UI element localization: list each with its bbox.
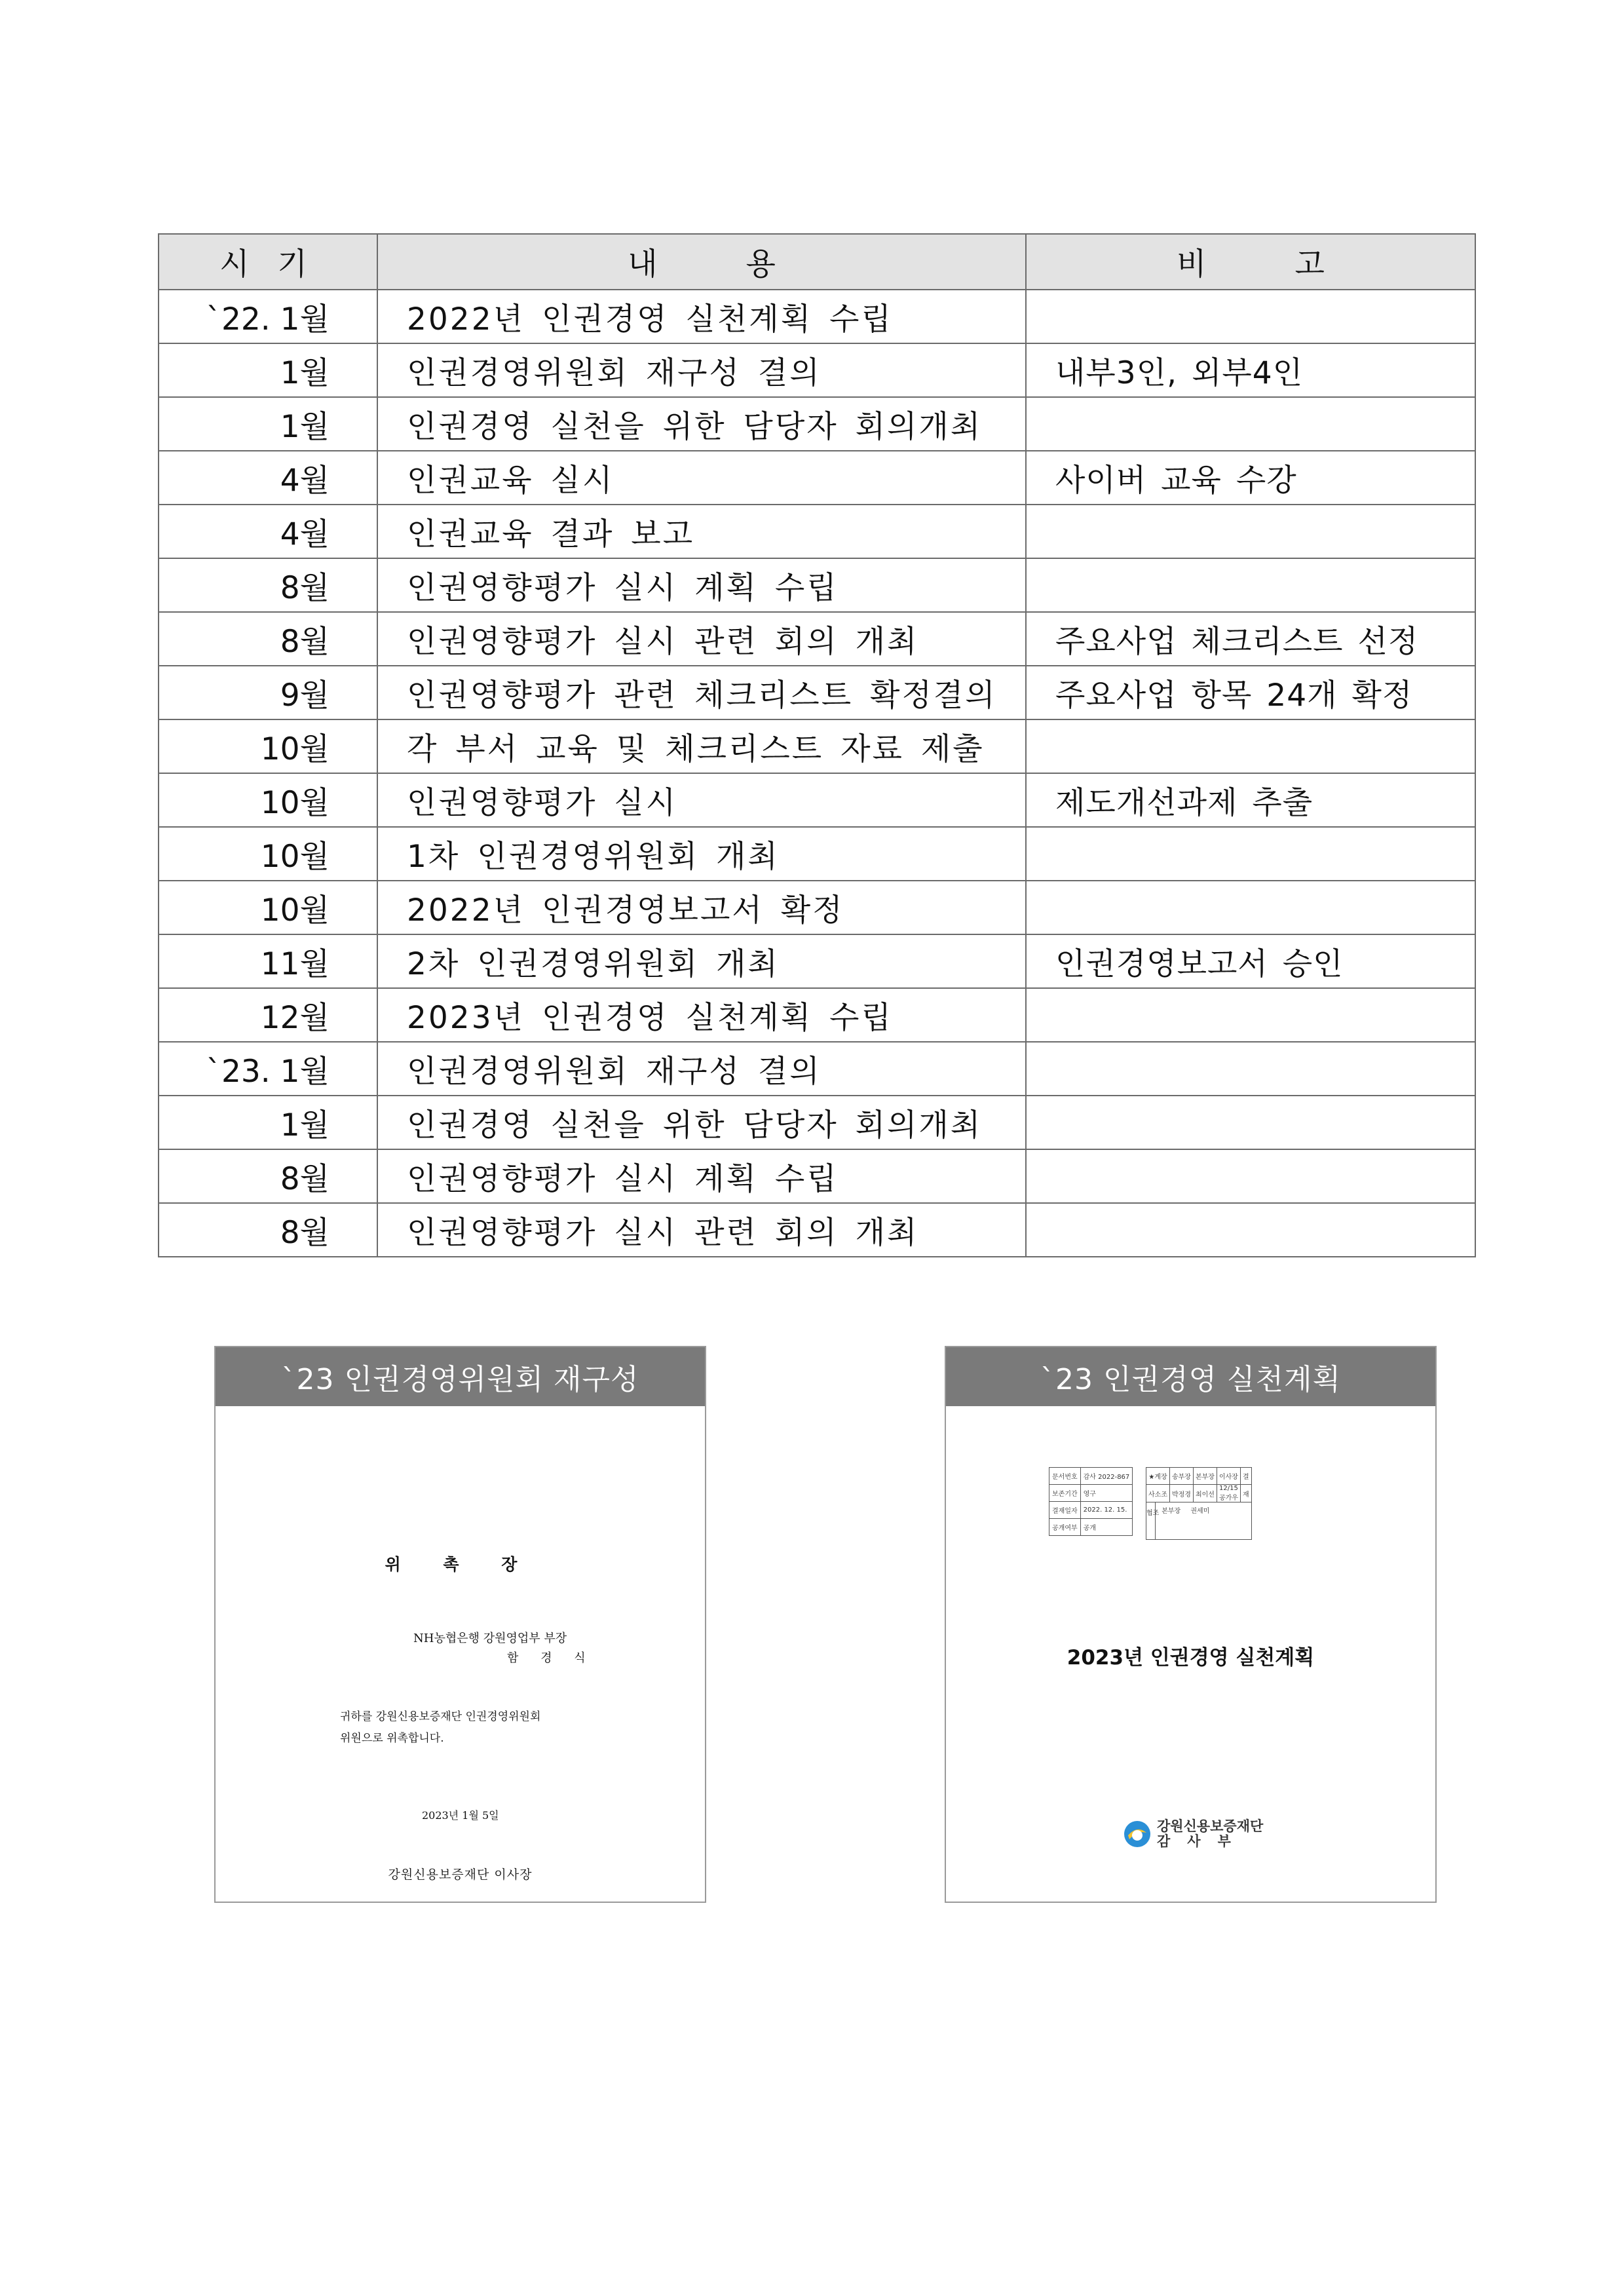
- schedule-table: [158, 233, 1476, 1257]
- plan-panel-title: `23 인권경영 실천계획: [946, 1347, 1435, 1406]
- cell-period: 8월: [159, 1203, 377, 1257]
- cell-period: 8월: [159, 1149, 377, 1203]
- cell-content: 각 부서 교육 및 체크리스트 자료 제출: [377, 719, 1026, 773]
- cell-period: 8월: [159, 558, 377, 612]
- table-row: [159, 451, 1475, 505]
- approver-title: 송부장: [1169, 1468, 1193, 1485]
- cell-note: [1026, 558, 1475, 612]
- cell-content: 2022년 인권경영보고서 확정: [377, 881, 1026, 934]
- header-note: 비 고: [1026, 234, 1475, 290]
- cell-note: [1026, 397, 1475, 451]
- table-row: [159, 1203, 1475, 1257]
- certificate-heading: 위 촉 장: [385, 1555, 536, 1574]
- cell-note: [1026, 881, 1475, 934]
- table-row: [159, 505, 1475, 558]
- plan-panel: [945, 1346, 1437, 1903]
- cell-content: 2023년 인권경영 실천계획 수립: [377, 988, 1026, 1042]
- cell-note: [1026, 1149, 1475, 1203]
- cell-content: 인권경영위원회 재구성 결의: [377, 343, 1026, 397]
- approver-title: ★계장: [1146, 1468, 1170, 1485]
- cell-content: 인권영향평가 실시 관련 회의 개최: [377, 612, 1026, 666]
- cell-content: 인권교육 결과 보고: [377, 505, 1026, 558]
- table-row: [159, 1042, 1475, 1096]
- table-row: [159, 719, 1475, 773]
- table-row: [159, 827, 1475, 881]
- appointment-certificate: [216, 1406, 705, 1902]
- committee-panel-title: `23 인권경영위원회 재구성: [216, 1347, 705, 1406]
- foundation-logo: [1123, 1819, 1263, 1849]
- cell-note: 주요사업 항목 24개 확정: [1026, 666, 1475, 719]
- certificate-date: 2023년 1월 5일: [422, 1809, 499, 1822]
- cell-note: [1026, 290, 1475, 343]
- foundation-dept: 감사부: [1157, 1833, 1248, 1849]
- approval-date: 12/15: [1219, 1485, 1238, 1492]
- cell-period: 10월: [159, 773, 377, 827]
- doc-info-label: 보존기간: [1049, 1485, 1081, 1502]
- table-row: [159, 934, 1475, 988]
- cell-note: [1026, 1203, 1475, 1257]
- cell-content: 인권영향평가 실시: [377, 773, 1026, 827]
- cell-note: 내부3인, 외부4인: [1026, 343, 1475, 397]
- table-row: [159, 1149, 1475, 1203]
- approver-title: 본부장: [1193, 1468, 1217, 1485]
- cell-note: 사이버 교육 수강: [1026, 451, 1475, 505]
- cell-period: 1월: [159, 1096, 377, 1149]
- approver-sign: 사소조: [1146, 1485, 1170, 1502]
- cell-period: 4월: [159, 505, 377, 558]
- approval-mark: 재: [1240, 1485, 1251, 1502]
- cell-content: 인권경영 실천을 위한 담당자 회의개최: [377, 397, 1026, 451]
- plan-cover: [946, 1406, 1435, 1902]
- header-period: 시 기: [159, 234, 377, 290]
- doc-info-label: 결재일자: [1049, 1502, 1081, 1519]
- cell-note: 인권경영보고서 승인: [1026, 934, 1475, 988]
- table-row: [159, 881, 1475, 934]
- document-info-table: [1049, 1467, 1133, 1536]
- cell-period: 10월: [159, 719, 377, 773]
- cell-content: 2022년 인권경영 실천계획 수립: [377, 290, 1026, 343]
- cell-content: 인권경영위원회 재구성 결의: [377, 1042, 1026, 1096]
- approver-sign-sub: 공가우: [1218, 1495, 1238, 1502]
- cell-note: [1026, 719, 1475, 773]
- certificate-org: NH농협은행 강원영업부 부장: [413, 1632, 567, 1645]
- foundation-name: 강원신용보증재단: [1157, 1818, 1264, 1834]
- cell-period: 1월: [159, 397, 377, 451]
- cell-period: 9월: [159, 666, 377, 719]
- cell-period: 8월: [159, 612, 377, 666]
- approval-signature-table: [1146, 1467, 1252, 1540]
- table-row: [159, 773, 1475, 827]
- cell-period: 12월: [159, 988, 377, 1042]
- cell-content: 1차 인권경영위원회 개최: [377, 827, 1026, 881]
- table-row: [159, 343, 1475, 397]
- cell-content: 2차 인권경영위원회 개최: [377, 934, 1026, 988]
- certificate-issuer: 강원신용보증재단 이사장: [388, 1867, 533, 1882]
- table-row: [159, 290, 1475, 343]
- table-header-row: [159, 234, 1475, 290]
- table-row: [159, 558, 1475, 612]
- table-row: [159, 666, 1475, 719]
- foundation-logo-text: [1157, 1819, 1263, 1849]
- doc-info-label: 공개여부: [1049, 1519, 1081, 1536]
- cell-content: 인권영향평가 실시 관련 회의 개최: [377, 1203, 1026, 1257]
- certificate-name: 함 경 식: [507, 1651, 595, 1665]
- doc-info-value: 공개: [1080, 1519, 1133, 1536]
- cooperation-row: [1146, 1502, 1252, 1540]
- doc-info-value: 감사 2022-867: [1080, 1468, 1133, 1485]
- table-row: [159, 397, 1475, 451]
- cell-note: [1026, 988, 1475, 1042]
- cell-period: 1월: [159, 343, 377, 397]
- table-row: [159, 988, 1475, 1042]
- table-row: [159, 612, 1475, 666]
- cell-period: `23. 1월: [159, 1042, 377, 1096]
- certificate-body-line: 귀하를 강원신용보증재단 인권경영위원회: [340, 1710, 541, 1723]
- approval-mark: 결: [1240, 1468, 1251, 1485]
- cell-note: [1026, 505, 1475, 558]
- cell-period: 4월: [159, 451, 377, 505]
- cell-note: 주요사업 체크리스트 선정: [1026, 612, 1475, 666]
- cell-period: `22. 1월: [159, 290, 377, 343]
- header-content: 내 용: [377, 234, 1026, 290]
- approver-sign: 박정경: [1169, 1485, 1193, 1502]
- plan-cover-title: 2023년 인권경영 실천계획: [1067, 1646, 1315, 1670]
- committee-panel: [214, 1346, 706, 1903]
- cell-content: 인권영향평가 관련 체크리스트 확정결의: [377, 666, 1026, 719]
- doc-info-value: 영구: [1080, 1485, 1133, 1502]
- cooperation-value: 권세미: [1190, 1508, 1210, 1515]
- table-body: [159, 290, 1475, 1257]
- cell-note: 제도개선과제 추출: [1026, 773, 1475, 827]
- cell-period: 11월: [159, 934, 377, 988]
- cell-note: [1026, 1042, 1475, 1096]
- certificate-body-line: 위원으로 위촉합니다.: [340, 1732, 444, 1745]
- approver-sign: 최이선: [1193, 1485, 1217, 1502]
- doc-info-label: 문서번호: [1049, 1468, 1081, 1485]
- cell-period: 10월: [159, 827, 377, 881]
- cell-period: 10월: [159, 881, 377, 934]
- table-row: [159, 1096, 1475, 1149]
- certificate-body: [340, 1706, 622, 1750]
- cell-content: 인권영향평가 실시 계획 수립: [377, 1149, 1026, 1203]
- cell-content: 인권경영 실천을 위한 담당자 회의개최: [377, 1096, 1026, 1149]
- cooperation-value: 본부장: [1161, 1508, 1181, 1515]
- cell-note: [1026, 1096, 1475, 1149]
- cell-note: [1026, 827, 1475, 881]
- approver-sign: [1217, 1485, 1240, 1502]
- cell-content: 인권영향평가 실시 계획 수립: [377, 558, 1026, 612]
- approver-title: 이사장: [1217, 1468, 1240, 1485]
- cooperation-label: 협조: [1146, 1502, 1156, 1539]
- doc-info-value: 2022. 12. 15.: [1080, 1502, 1133, 1519]
- foundation-logo-icon: [1123, 1820, 1152, 1848]
- cell-content: 인권교육 실시: [377, 451, 1026, 505]
